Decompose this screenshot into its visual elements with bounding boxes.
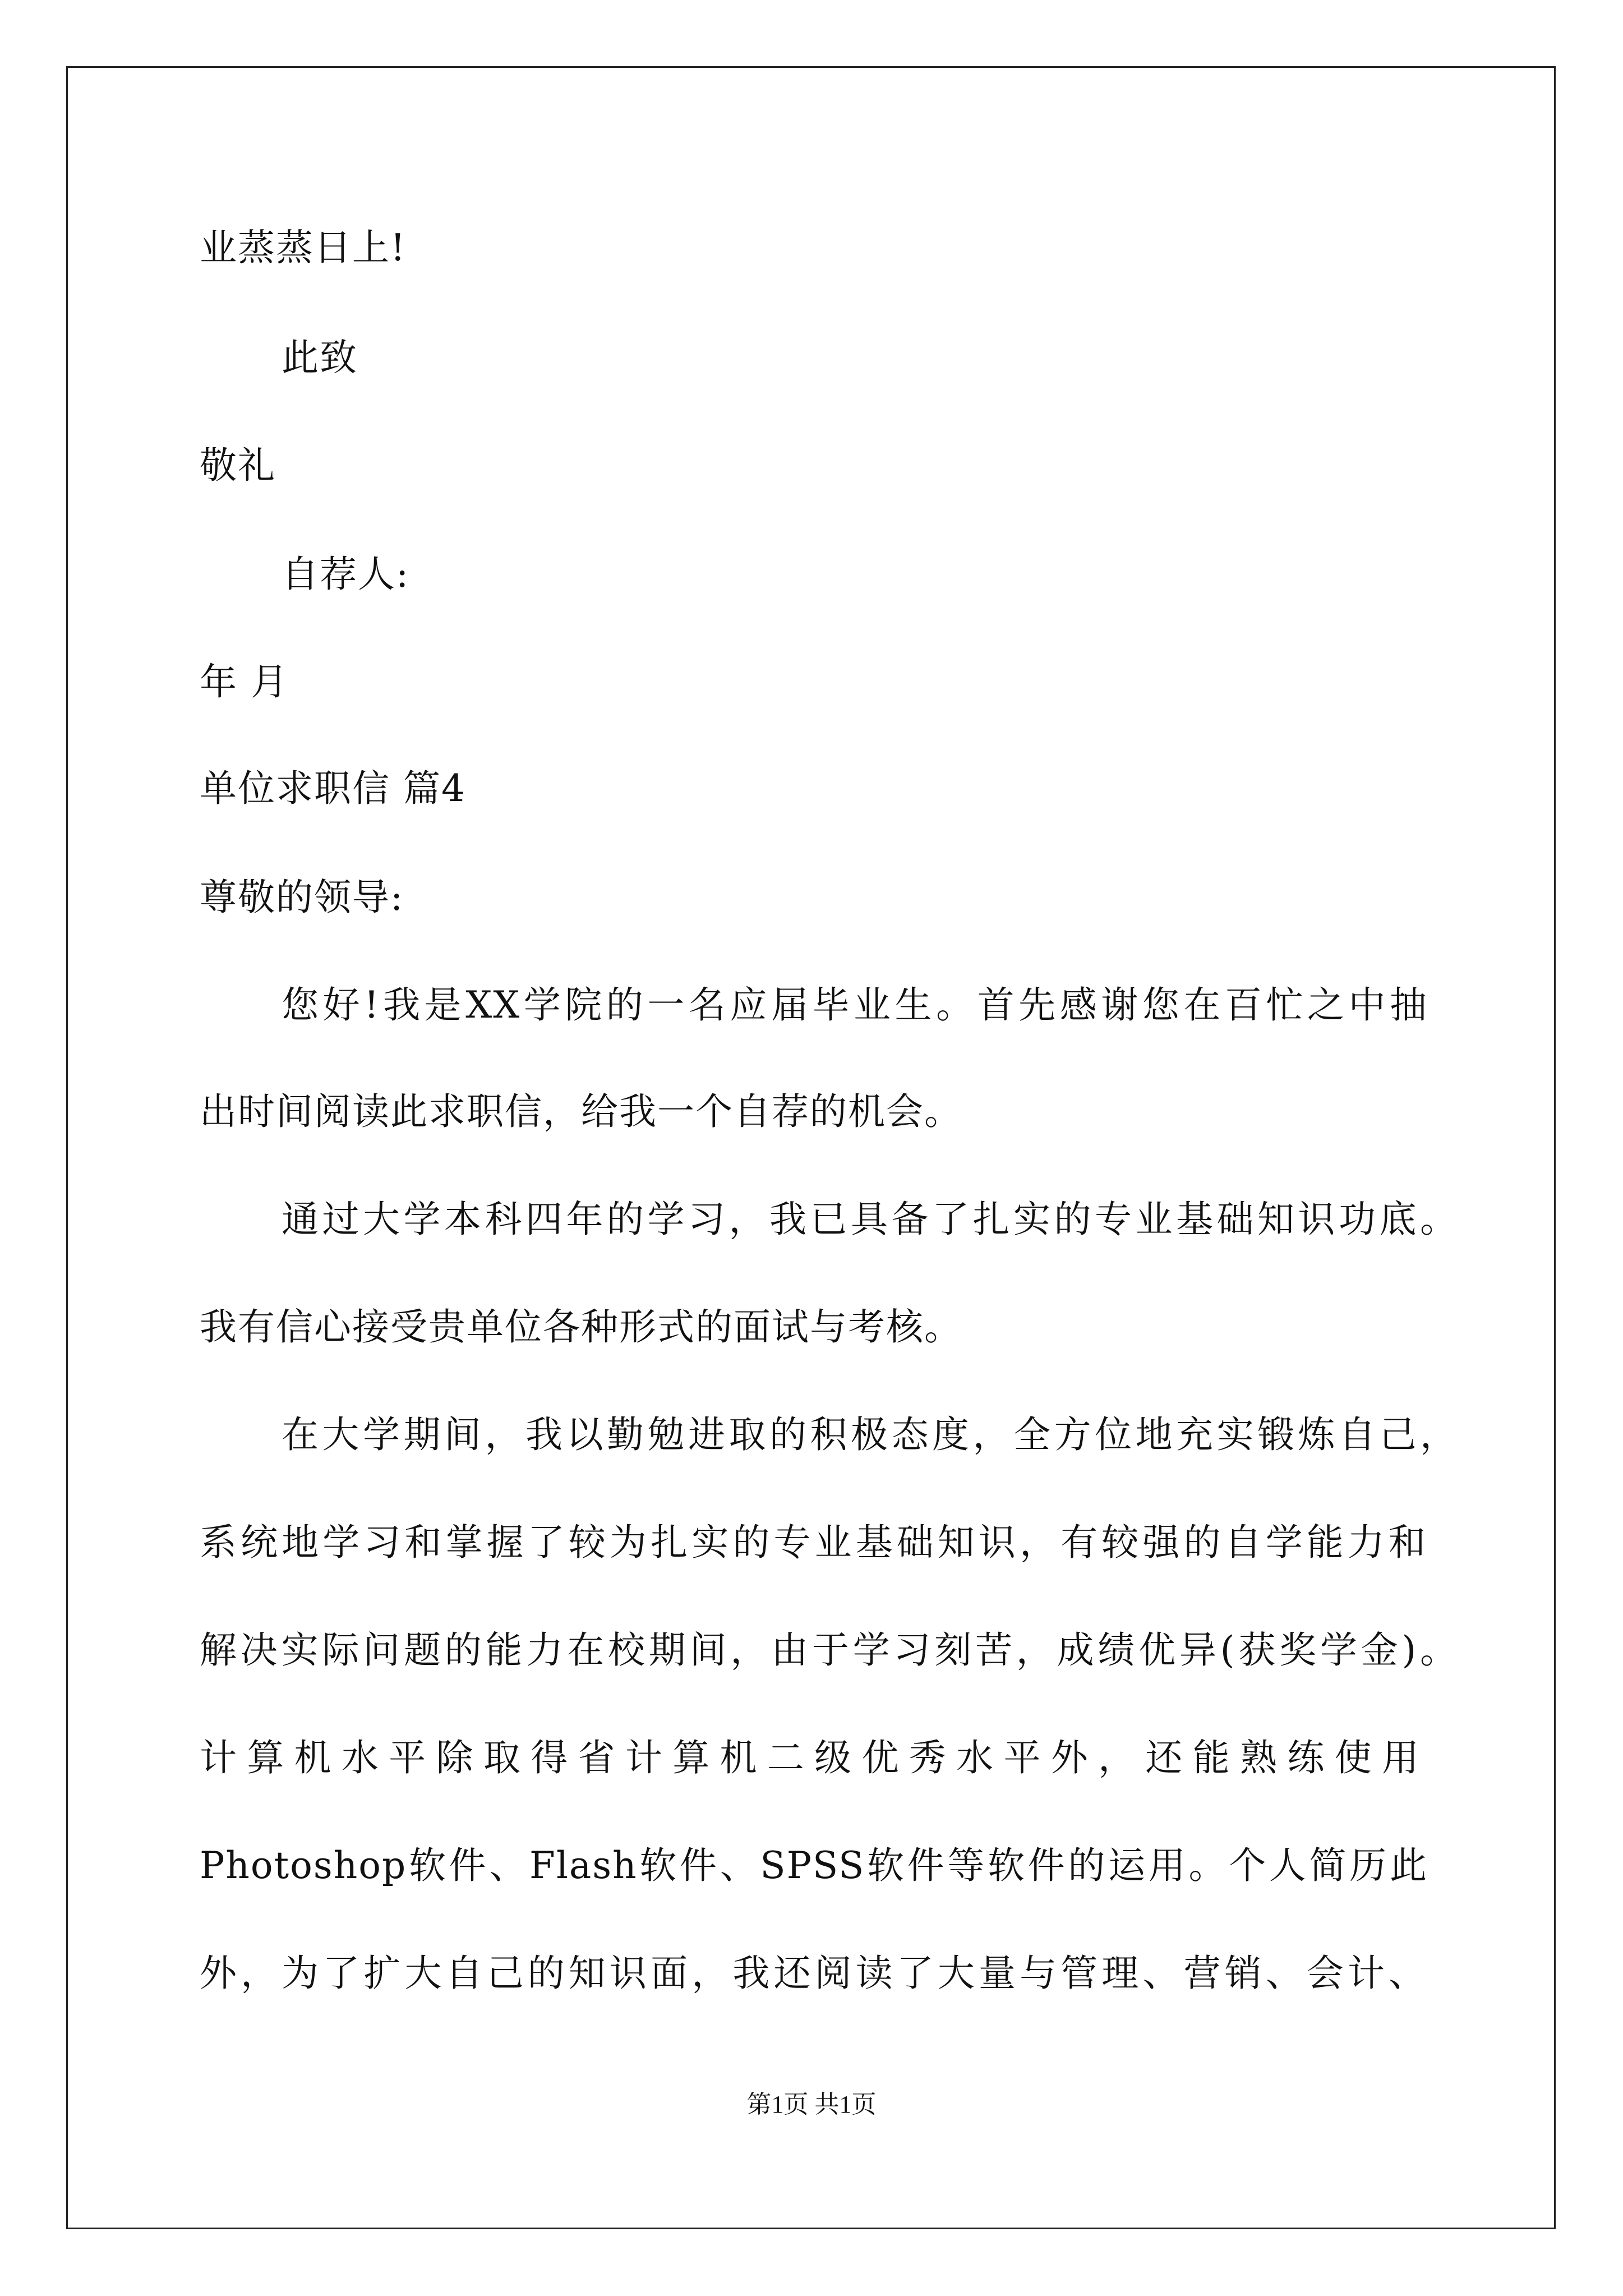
paragraph-3-line-1: 在大学期间，我以勤勉进取的积极态度，全方位地充实锻炼自己， <box>282 1413 1458 1456</box>
paragraph-2-line-1: 通过大学本科四年的学习，我已具备了扎实的专业基础知识功底。 <box>282 1198 1458 1241</box>
paragraph-3-line-6: 外，为了扩大自己的知识面，我还阅读了大量与管理、营销、会计、 <box>200 1952 1427 1995</box>
signature-label: 自荐人: <box>282 553 410 596</box>
date-line: 年 月 <box>200 660 289 703</box>
page-border <box>66 66 1556 2229</box>
page-footer: 第1页 共1页 <box>746 2091 877 2118</box>
paragraph-3-line-4: 计算机水平除取得省计算机二级优秀水平外，还能熟练使用 <box>200 1736 1420 1779</box>
section-heading: 单位求职信 篇4 <box>200 767 466 810</box>
closing-regards: 敬礼 <box>200 444 276 487</box>
paragraph-1-line-2: 出时间阅读此求职信，给我一个自荐的机会。 <box>200 1090 962 1133</box>
paragraph-3-line-5: Photoshop软件、Flash软件、SPSS软件等软件的运用。个人简历此 <box>200 1844 1428 1887</box>
greeting: 尊敬的领导: <box>200 876 404 919</box>
paragraph-3-line-2: 系统地学习和掌握了较为扎实的专业基础知识，有较强的自学能力和 <box>200 1521 1427 1564</box>
paragraph-1-line-1: 您好!我是XX学院的一名应届毕业生。首先感谢您在百忙之中抽 <box>282 983 1428 1027</box>
paragraph-2-line-2: 我有信心接受贵单位各种形式的面试与考核。 <box>200 1305 962 1349</box>
paragraph-3-line-3: 解决实际问题的能力在校期间，由于学习刻苦，成绩优异(获奖学金)。 <box>200 1628 1458 1672</box>
closing-salutation: 此致 <box>282 336 358 379</box>
text-line-1: 业蒸蒸日上! <box>200 226 407 269</box>
